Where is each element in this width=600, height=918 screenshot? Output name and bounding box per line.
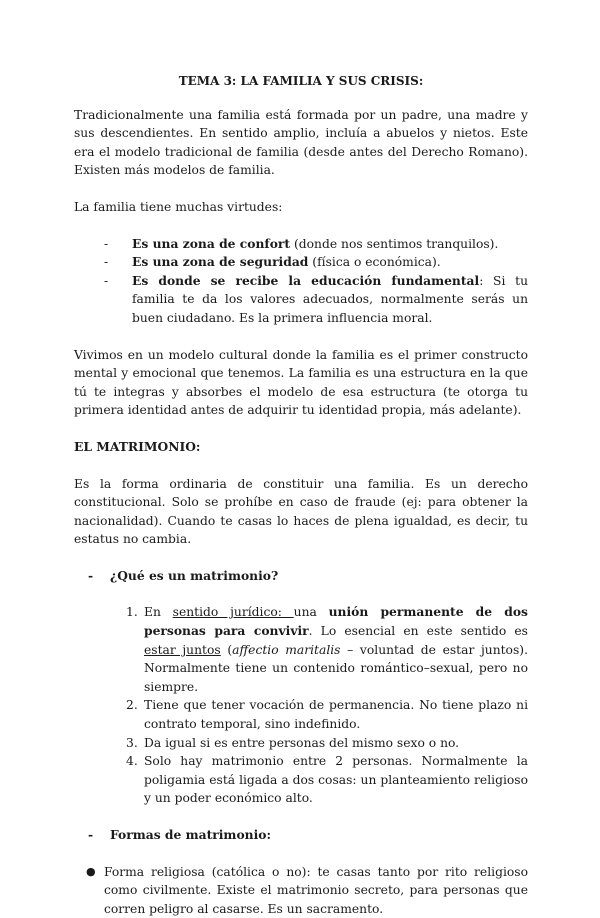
bullet-icon: ●: [86, 864, 96, 878]
list-item: 4. Solo hay matrimonio entre 2 personas. Normalmente la poligamia está ligada a dos cosas: un planteamiento religioso y un poder económico alto.: [126, 754, 528, 806]
list-item: 2. Tiene que tener vocación de permanencia. No tiene plazo ni contrato temporal, sino indefinido.: [126, 698, 528, 732]
list-item: ● Forma religiosa (católica o no): te casas tanto por rito religioso como civilmente. Existe el matrimonio secreto, para personas que corren peligro al casarse. Es un sacramento.: [86, 864, 528, 916]
list-item: 1. En sentido jurídico: una unión permanente de dos personas para convivir. Lo esencial en este sentido es estar juntos (affectio maritalis – voluntad de estar juntos). Normalmente tiene un contenido romántico–sexual, pero no siempre.: [126, 604, 528, 694]
intro-paragraph: Tradicionalmente una familia está formada por un padre, una madre y sus descendientes. En sentido amplio, incluía a abuelos y nietos. Este era el modelo tradicional de familia (desde antes del Derecho Romano). Existen más modelos de familia.: [74, 107, 528, 178]
list-item: 3. Da igual si es entre personas del mismo sexo o no.: [126, 735, 460, 750]
cultural-paragraph: Vivimos en un modelo cultural donde la familia es el primer constructo mental y emocional que tenemos. La familia es una estructura en la que tú te integras y absorbes el modelo de esa estructura (te otorga tu primera identidad antes de adquirir tu identidad propia, más adelante).: [74, 347, 528, 418]
list-item: - Es una zona de seguridad (física o económica).: [112, 253, 528, 272]
subheading-formas: - Formas de matrimonio:: [88, 827, 272, 842]
matrimonio-definition: Es la forma ordinaria de constituir una familia. Es un derecho constitucional. Solo se prohíbe en caso de fraude (ej: para obtener la nacionalidad). Cuando te casas lo haces de plena igualdad, es decir, tu estatus no cambia.: [74, 476, 528, 547]
list-item: - Es una zona de confort (donde nos sentimos tranquilos).: [112, 235, 528, 254]
virtues-list: [74, 235, 528, 328]
subheading-que-es: - ¿Qué es un matrimonio?: [88, 567, 279, 583]
section-heading-matrimonio: EL MATRIMONIO:: [74, 438, 201, 454]
document-title: TEMA 3: LA FAMILIA Y SUS CRISIS:: [178, 74, 424, 88]
list-item: - Es donde se recibe la educación fundamental: Si tu familia te da los valores adecuados, normalmente serás un buen ciudadano. Es la primera influencia moral.: [112, 272, 528, 328]
virtues-lead: La familia tiene muchas virtudes:: [74, 199, 283, 214]
matrimonio-points-list: [74, 603, 528, 808]
forms-list: [74, 863, 528, 918]
